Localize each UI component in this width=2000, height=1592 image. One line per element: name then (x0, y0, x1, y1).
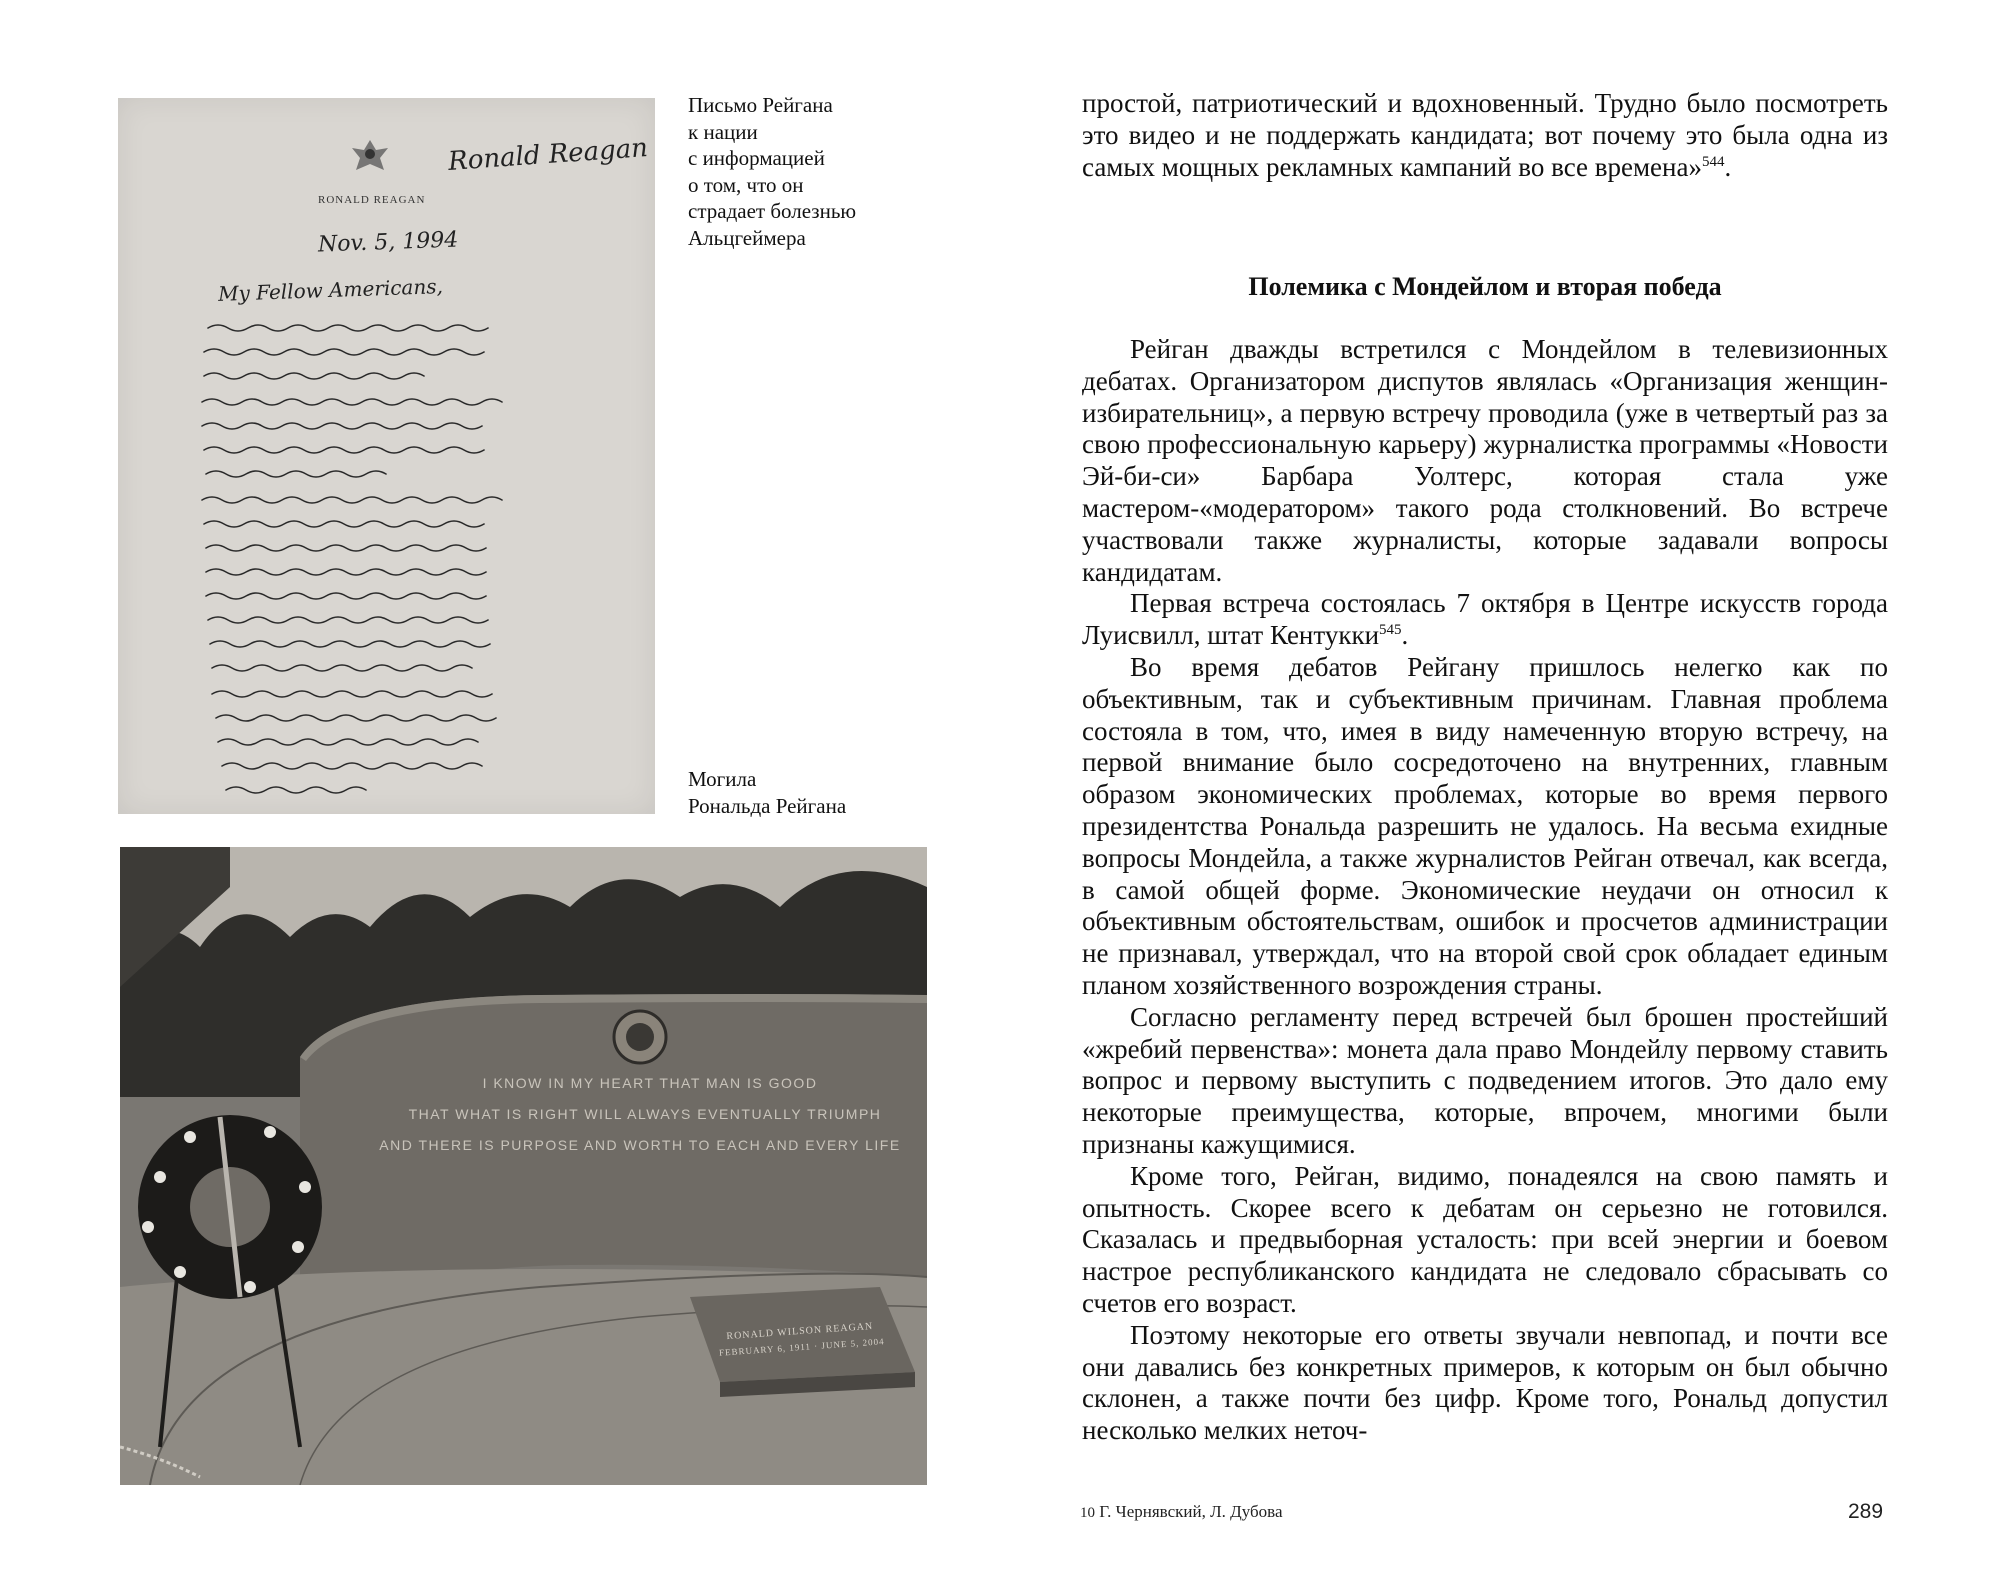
caption-line: страдает болезнью (688, 199, 857, 224)
letterhead-name: RONALD REAGAN (318, 194, 426, 206)
wall-inscription-line: I KNOW IN MY HEART THAT MAN IS GOOD (482, 1075, 818, 1091)
paragraph-text: Первая встреча состоялась 7 октября в Центре искусств города Луисвилл, штат Кентукки (1082, 588, 1888, 651)
footnote-ref[interactable]: 544 (1701, 153, 1725, 170)
paragraph-end: . (1724, 151, 1732, 182)
continued-paragraph (1082, 88, 1888, 183)
letter-caption (688, 92, 918, 252)
sheet-mark: 10 (1080, 1505, 1095, 1521)
caption-line: о том, что он (688, 172, 804, 197)
paragraph: Рейган дважды встретился с Мондейлом в телевизионных дебатах. Организатором диспутов являлась «Организация женщин-избирательниц», а первую встречу проводила (уже в четвертый раз за свою профессиональную карьеру) журналистка программы «Новости Эй-би-си» Барбара Уолтерс, которая стала уже мастером-«модератором» такого рода столкновений. Во встрече участвовали также журналисты, которые задавали вопросы кандидатам. (1082, 334, 1888, 587)
footer-authors (1080, 1502, 1283, 1522)
paragraph-end: . (1401, 620, 1409, 651)
gravestone-dates: FEBRUARY 6, 1911 · JUNE 5, 2004 (718, 1336, 885, 1358)
footnote-ref[interactable]: 545 (1379, 622, 1402, 639)
caption-line: с информацией (688, 146, 825, 171)
handwritten-letter-body (198, 318, 618, 798)
paragraph: Согласно регламенту перед встречей был брошен простейший «жребий первенства»: монета дала право Мондейлу первому ставить вопрос и первому выступить с подведением итогов. Это дало ему некоторые преимущества, которые, впрочем, многими были признаны кажущимися. (1082, 1001, 1888, 1159)
main-text (1082, 334, 1888, 1447)
wall-inscription-line: AND THERE IS PURPOSE AND WORTH TO EACH AND EVERY LIFE (379, 1137, 901, 1153)
letter-date: Nov. 5, 1994 (317, 227, 459, 258)
page-number: 289 (1848, 1500, 1884, 1523)
grave-photo (120, 847, 927, 1485)
grave-caption (688, 766, 918, 819)
gravestone-name: RONALD WILSON REAGAN (726, 1320, 874, 1343)
paragraph-text: простой, патриотический и вдохновенный. Трудно было посмотреть это видео и не поддержать кандидата; вот почему это была одна из самых мощных рекламных кампаний во все времена» (1082, 88, 1888, 182)
letter-photo (118, 98, 655, 814)
wall-inscription-line: THAT WHAT IS RIGHT WILL ALWAYS EVENTUALLY TRIUMPH (408, 1106, 882, 1122)
letter-salutation: My Fellow Americans, (217, 274, 444, 306)
section-heading: Полемика с Мондейлом и вторая победа (1248, 272, 1722, 301)
paragraph: Во время дебатов Рейгану пришлось нелегко как по объективным, так и субъективным причинам. Главная проблема состояла в том, что, имея в виду намеченную вторую встречу, на первой внимание было сосредоточено на внутренних, главным образом экономических проблемах, которые во время первого президентства Рональда разрешить не удалось. На весьма ехидные вопросы Мондейла, а также журналистов Рейган отвечал, как всегда, в самой общей форме. Экономические неудачи он относил к объективным обстоятельствам, ошибок и просчетов администрации не признавал, утверждал, что на второй свой срок обладает единым планом хозяйственного возрождения страны. (1082, 651, 1888, 1000)
authors: Г. Чернявский, Л. Дубова (1099, 1502, 1283, 1521)
paragraph: Поэтому некоторые его ответы звучали невпопад, и почти все они давались без конкретных примеров, к которым он был обычно склонен, а также почти без цифр. Кроме того, Рональд допустил несколько мелких неточ- (1082, 1319, 1888, 1446)
caption-line: Рональда Рейгана (688, 793, 847, 818)
caption-line: Могила (688, 767, 757, 791)
caption-line: к нации (688, 119, 758, 144)
letterhead-autograph: Ronald Reagan (447, 133, 649, 177)
paragraph: Кроме того, Рейган, видимо, понадеялся на свою память и опытность. Скорее всего к дебатам он серьезно не готовился. Сказалась и предвыборная усталость: при всей энергии и боевом настрое республиканского кандидата не следовало сбрасывать со счетов его возраст. (1082, 1160, 1888, 1318)
caption-line: Письмо Рейгана (688, 93, 833, 117)
caption-line: Альцгеймера (688, 225, 806, 250)
presidential-seal-icon (348, 136, 392, 174)
